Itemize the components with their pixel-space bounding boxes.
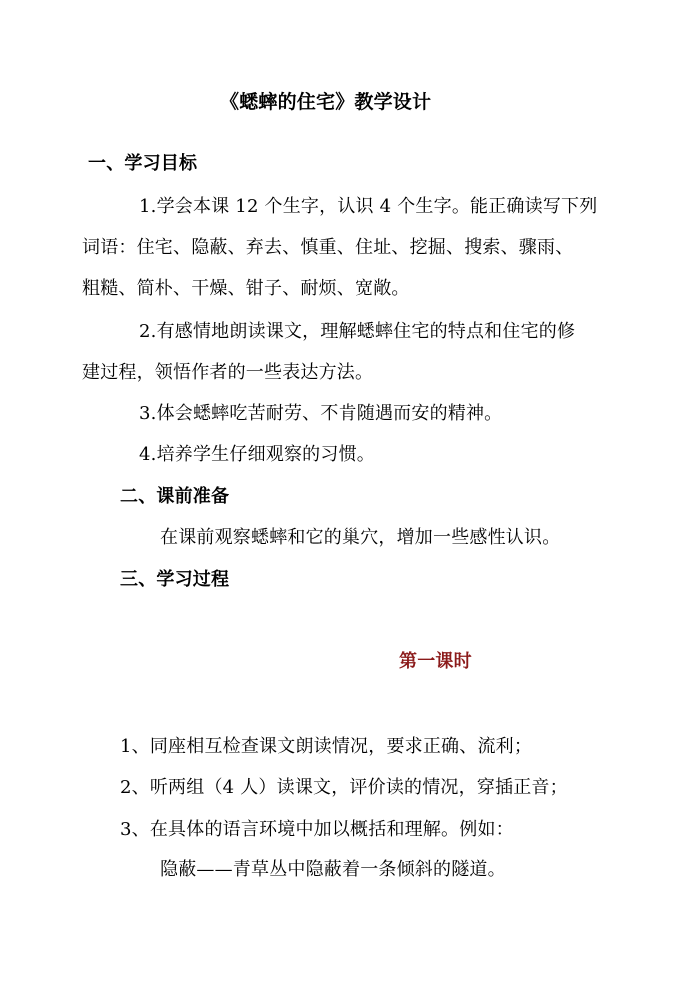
preparation-text: 在课前观察蟋蟀和它的巢穴，增加一些感性认识。 <box>160 527 561 548</box>
goal-2-line-1: 2.有感情地朗读课文，理解蟋蟀住宅的特点和住宅的修 <box>139 321 576 342</box>
goal-4: 4.培养学生仔细观察的习惯。 <box>139 444 375 465</box>
goal-2-line-2: 建过程，领悟作者的一些表达方法。 <box>82 362 374 383</box>
lesson-title: 第一课时 <box>399 651 472 672</box>
document-title: 《蟋蟀的住宅》教学设计 <box>220 91 432 113</box>
goal-1-line-2: 词语：住宅、隐蔽、弃去、慎重、住址、挖掘、搜索、骤雨、 <box>82 237 574 258</box>
example-sentence: 隐蔽——青草丛中隐蔽着一条倾斜的隧道。 <box>160 859 506 880</box>
step-1: 1、同座相互检查课文朗读情况，要求正确、流利； <box>120 736 533 757</box>
goal-1-line-1: 1.学会本课 12 个生字，认识 4 个生字。能正确读写下列 <box>139 196 598 217</box>
section-heading-goals: 一、学习目标 <box>88 153 198 174</box>
section-heading-process: 三、学习过程 <box>120 569 230 590</box>
step-2: 2、听两组（4 人）读课文，评价读的情况，穿插正音； <box>120 777 568 798</box>
goal-1-line-3: 粗糙、简朴、干燥、钳子、耐烦、宽敞。 <box>82 278 410 299</box>
section-heading-preparation: 二、课前准备 <box>120 486 230 507</box>
step-3: 3、在具体的语言环境中加以概括和理解。例如： <box>120 819 514 840</box>
goal-3: 3.体会蟋蟀吃苦耐劳、不肯随遇而安的精神。 <box>139 403 503 424</box>
